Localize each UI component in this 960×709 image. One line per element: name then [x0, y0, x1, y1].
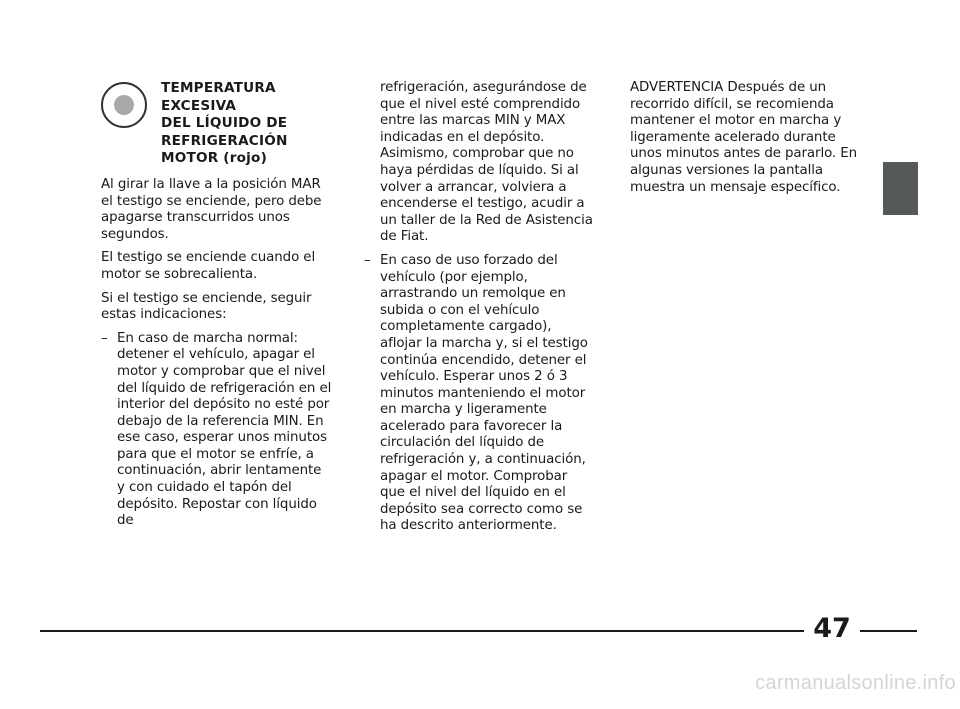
list-item-text: En caso de marcha normal: detener el vehículo, apagar el motor y comprobar que el nivel del líquido de refrigeración en el interior del depósito no esté por debajo de la referencia MIN. En ese caso, esperar unos minutos para que el motor se enfríe, a continuación, abrir lentamente y con cuidado el tapón del depósito. Repostar con líquido de: [117, 330, 332, 529]
paragraph-overheat: El testigo se enciende cuando el motor se sobrecalienta.: [101, 250, 316, 282]
title-line: MOTOR (rojo): [161, 150, 267, 167]
dash-bullet: –: [101, 330, 108, 346]
warning-light-header: [101, 80, 333, 168]
column-2: [364, 80, 596, 535]
title-line: EXCESIVA: [161, 97, 237, 114]
list-item-continuation: refrigeración, asegurándose de que el nivel esté comprendido entre las marcas MIN y MAX indicadas en el depósito. Asimismo, comprobar que no haya pérdidas de líquido. Si al volver a arrancar, volviera a encenderse el testigo, acudir a un taller de la Red de Asistencia de Fiat.: [380, 80, 593, 245]
column-1: [101, 80, 333, 530]
title-line: REFRIGERACIÓN: [161, 132, 288, 149]
watermark-text: carmanualsonline.info: [755, 672, 956, 694]
footer-rule-left: [40, 630, 804, 632]
footer-rule-right: [860, 630, 917, 632]
warning-paragraph: ADVERTENCIA Después de un recorrido difícil, se recomienda mantener el motor en marcha y ligeramente acelerado durante unos minutos antes de pararlo. En algunas versiones la pantalla muestra un mensaje específico.: [630, 80, 857, 195]
paragraph-instructions: Si el testigo se enciende, seguir estas indicaciones:: [101, 290, 312, 323]
warning-light-dot: [114, 95, 134, 115]
paragraph-key-position: Al girar la llave a la posición MAR el testigo se enciende, pero debe apagarse transcurridos unos segundos.: [101, 176, 322, 242]
column-3: [630, 80, 860, 203]
list-item-normal-driving: [101, 331, 333, 530]
title-line: TEMPERATURA: [161, 80, 276, 96]
dash-bullet: –: [364, 252, 371, 268]
page-number: 47: [813, 613, 851, 644]
section-title: [161, 80, 288, 168]
warning-light-icon: [101, 82, 147, 128]
list-item-forced-use: [364, 253, 596, 535]
title-line: DEL LÍQUIDO DE: [161, 115, 288, 132]
section-tab-marker: [883, 162, 918, 215]
list-item-text: En caso de uso forzado del vehículo (por ejemplo, arrastrando un remolque en subida o con el vehículo completamente cargado), aflojar la marcha y, si el testigo continúa encendido, detener el vehículo. Esperar unos 2 ó 3 minutos manteniendo el motor en marcha y ligeramente acelerado para favorecer la circulación del líquido de refrigeración y, a continuación, apagar el motor. Comprobar que el nivel del líquido en el depósito sea correcto como se ha descrito anteriormente.: [380, 252, 588, 534]
